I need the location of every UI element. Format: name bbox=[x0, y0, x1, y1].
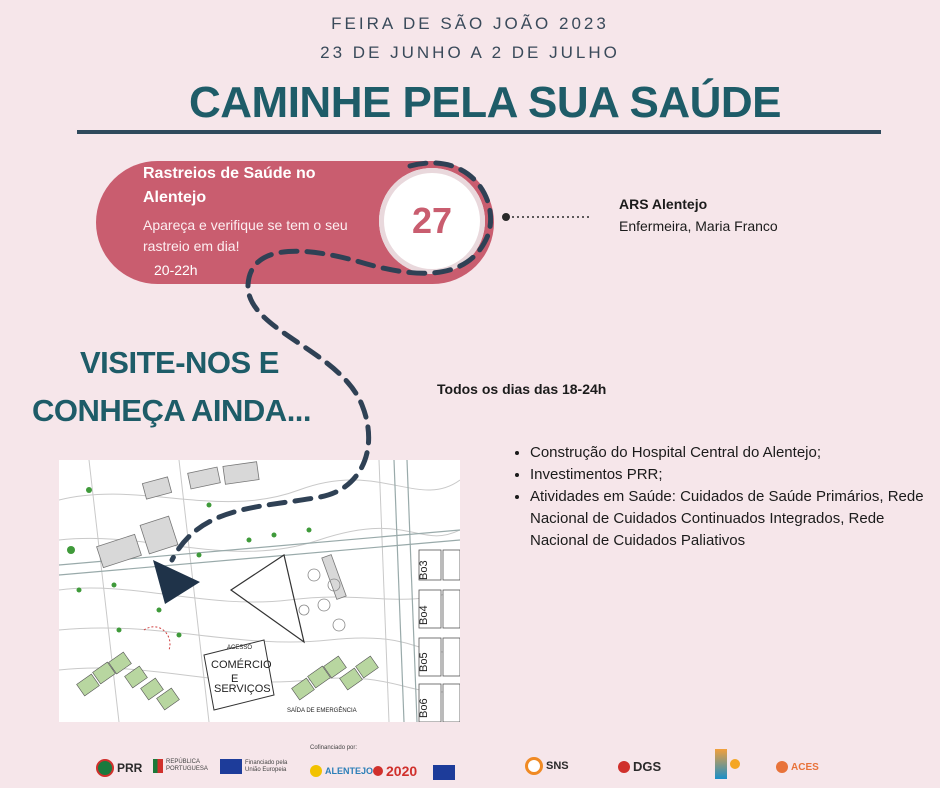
organization-person: Enfermeira, Maria Franco bbox=[619, 218, 778, 234]
portugal2020-logo: 2020 bbox=[373, 763, 417, 779]
republica-logo: REPÚBLICA PORTUGUESA bbox=[153, 759, 208, 773]
sns-logo: SNS bbox=[525, 757, 569, 775]
screening-title: Rastreios de Saúde no Alentejo bbox=[143, 165, 316, 206]
map-block-label: Bo3 bbox=[418, 560, 430, 580]
day-badge bbox=[379, 168, 485, 274]
prr-mark-icon bbox=[96, 759, 114, 777]
event-dates: 23 DE JUNHO A 2 DE JULHO bbox=[320, 43, 620, 62]
aces-logo: ACES bbox=[776, 761, 819, 773]
list-item: • Construção do Hospital Central do Alentejo; bbox=[530, 442, 930, 464]
site-map-drawing bbox=[59, 460, 460, 722]
map-block-label: Bo6 bbox=[418, 698, 430, 718]
list-item: • Atividades em Saúde: Cuidados de Saúde Primários, Rede Nacional de Cuidados Continuados Integrados, Rede Nacional de Cuidados Paliativos bbox=[530, 486, 930, 552]
sponsor-logos bbox=[0, 745, 940, 785]
map-label-services: SERVIÇOS bbox=[214, 683, 271, 695]
portugal2020-mark-icon bbox=[373, 766, 383, 776]
screening-time: 20-22h bbox=[154, 262, 198, 278]
organization-name: ARS Alentejo bbox=[619, 196, 708, 212]
eu-funded-logo: Financiado pela União Europeia bbox=[220, 759, 299, 774]
cofinanced-label: Cofinanciado por: bbox=[310, 745, 358, 751]
map-block-label: Bo4 bbox=[418, 605, 430, 625]
ars-logo bbox=[715, 749, 740, 779]
daily-hours: Todos os dias das 18-24h bbox=[437, 381, 607, 397]
alentejo-logo: ALENTEJO bbox=[310, 765, 373, 777]
activities-list bbox=[512, 442, 930, 552]
dgs-mark-icon bbox=[618, 761, 630, 773]
dgs-logo: DGS bbox=[618, 759, 661, 774]
eu-flag-icon bbox=[220, 759, 242, 774]
ars-mark-icon bbox=[715, 749, 727, 779]
connector-dot-icon bbox=[502, 213, 510, 221]
map-label-and: E bbox=[231, 673, 239, 685]
site-map bbox=[59, 460, 460, 722]
prr-logo: PRR bbox=[96, 759, 142, 777]
map-label-exit: SAÍDA DE EMERGÊNCIA bbox=[287, 708, 357, 714]
day-number: 27 bbox=[411, 200, 453, 241]
sun-icon bbox=[730, 759, 740, 769]
page-title: CAMINHE PELA SUA SAÚDE bbox=[188, 78, 781, 127]
title-divider bbox=[77, 130, 881, 134]
list-item: • Investimentos PRR; bbox=[530, 464, 930, 486]
sns-mark-icon bbox=[525, 757, 543, 775]
alentejo-mark-icon bbox=[310, 765, 322, 777]
flag-icon bbox=[153, 759, 163, 773]
map-label-access: ACESSO bbox=[227, 645, 253, 651]
visit-heading-line2: CONHEÇA AINDA... bbox=[32, 393, 312, 428]
eu-flag-icon bbox=[433, 765, 455, 780]
aces-mark-icon bbox=[776, 761, 788, 773]
map-label-commerce: COMÉRCIO bbox=[211, 659, 272, 671]
visit-heading-line1: VISITE-NOS E bbox=[80, 345, 279, 380]
eu-flag-logo bbox=[433, 765, 455, 780]
screening-description: Apareça e verifique se tem o seu rastreio em dia! bbox=[143, 217, 348, 254]
map-block-label: Bo5 bbox=[418, 652, 430, 672]
event-name: FEIRA DE SÃO JOÃO 2023 bbox=[331, 14, 609, 33]
